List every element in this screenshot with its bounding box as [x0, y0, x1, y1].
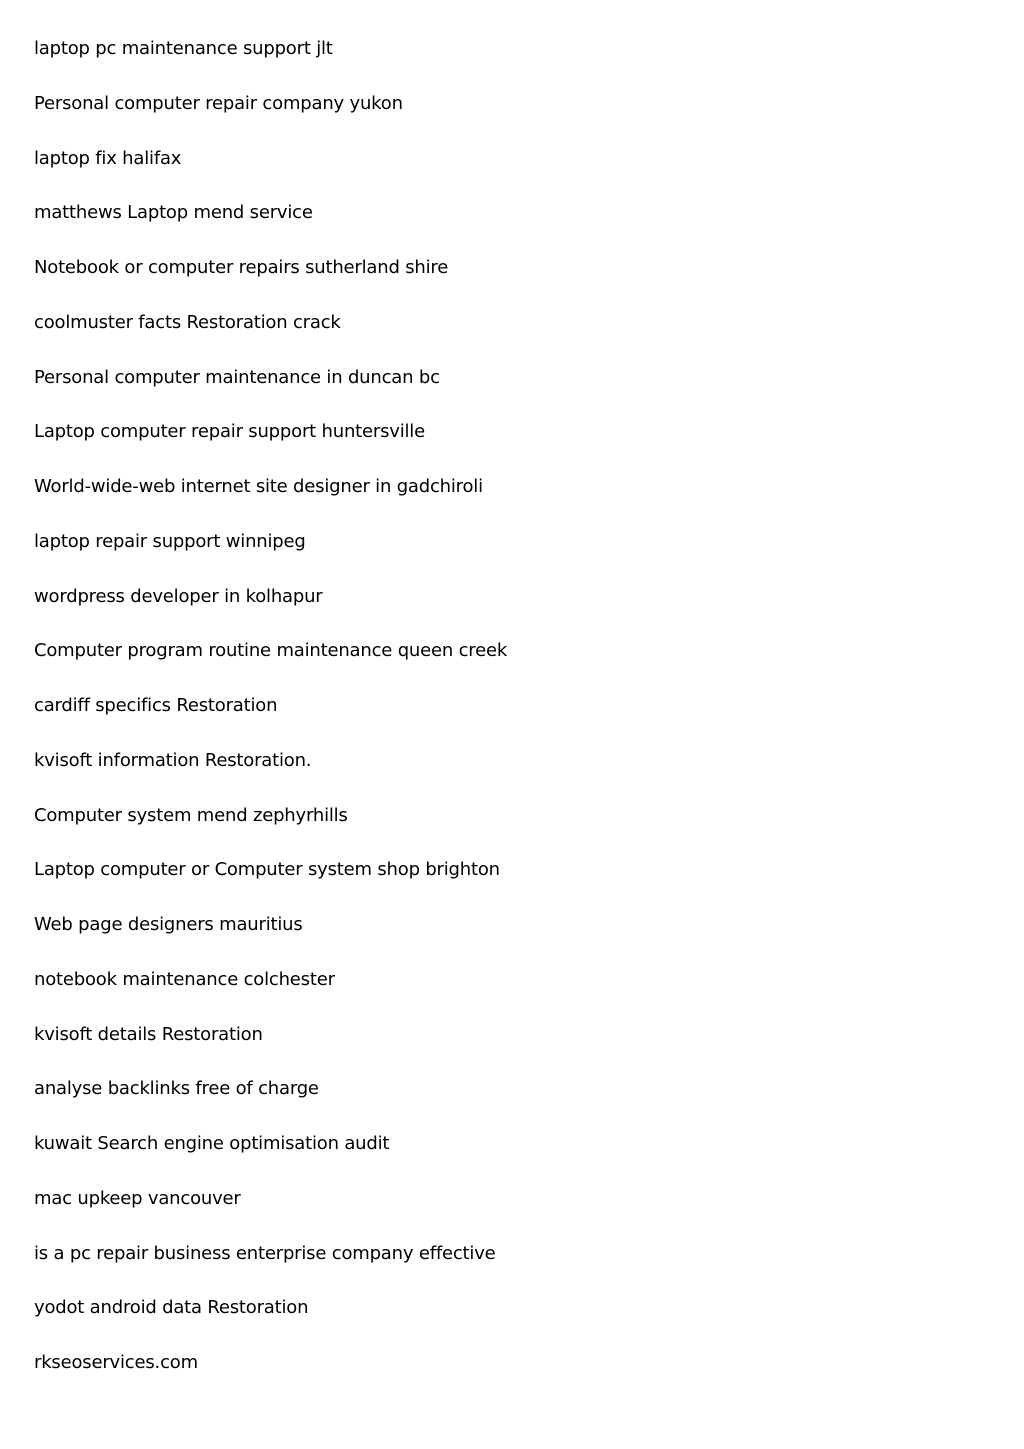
text-link[interactable]: wordpress developer in kolhapur	[34, 585, 323, 607]
text-link[interactable]: mac upkeep vancouver	[34, 1187, 241, 1209]
text-link[interactable]: yodot android data Restoration	[34, 1297, 309, 1319]
list-item	[34, 363, 1024, 418]
list-item	[34, 417, 1024, 472]
list-item	[34, 1239, 1024, 1294]
list-item	[34, 1129, 1024, 1184]
text-link[interactable]: rkseoservices.com	[34, 1352, 198, 1373]
text-link[interactable]: Laptop computer repair support huntersville	[34, 421, 425, 443]
list-item	[34, 855, 1024, 910]
list-item	[34, 691, 1024, 746]
list-item	[34, 1184, 1024, 1239]
list-item	[34, 89, 1024, 144]
list-item	[34, 965, 1024, 1020]
list-item	[34, 472, 1024, 527]
list-item	[34, 801, 1024, 856]
text-link[interactable]: laptop fix halifax	[34, 147, 182, 169]
list-item	[34, 1074, 1024, 1129]
text-link[interactable]: is a pc repair business enterprise company effective	[34, 1242, 496, 1264]
text-link[interactable]: laptop pc maintenance support jlt	[34, 38, 333, 59]
list-item	[34, 34, 1024, 89]
text-link[interactable]: Personal computer maintenance in duncan bc	[34, 366, 440, 388]
list-item	[34, 910, 1024, 965]
list-item	[34, 746, 1024, 801]
list-item	[34, 1020, 1024, 1075]
text-link[interactable]: kvisoft details Restoration	[34, 1023, 263, 1045]
list-item	[34, 636, 1024, 691]
list-item	[34, 308, 1024, 363]
list-item	[34, 198, 1024, 253]
list-item	[34, 253, 1024, 308]
text-link[interactable]: kvisoft information Restoration.	[34, 749, 312, 771]
link-list	[34, 34, 1024, 1403]
text-link[interactable]: coolmuster facts Restoration crack	[34, 311, 341, 333]
text-link[interactable]: Notebook or computer repairs sutherland shire	[34, 257, 449, 278]
text-link[interactable]: notebook maintenance colchester	[34, 968, 335, 990]
text-link[interactable]: cardiff specifics Restoration	[34, 695, 278, 716]
text-link[interactable]: kuwait Search engine optimisation audit	[34, 1133, 390, 1154]
list-item	[34, 527, 1024, 582]
text-link[interactable]: analyse backlinks free of charge	[34, 1078, 319, 1100]
text-link[interactable]: Computer system mend zephyrhills	[34, 804, 348, 826]
text-link[interactable]: Computer program routine maintenance queen creek	[34, 640, 508, 662]
list-item	[34, 1348, 1024, 1403]
text-link[interactable]: World-wide-web internet site designer in gadchiroli	[34, 476, 483, 497]
text-link[interactable]: matthews Laptop mend service	[34, 202, 313, 224]
text-link[interactable]: Laptop computer or Computer system shop brighton	[34, 859, 500, 881]
list-item	[34, 144, 1024, 199]
text-link[interactable]: Personal computer repair company yukon	[34, 92, 403, 114]
list-item	[34, 582, 1024, 637]
list-item	[34, 1293, 1024, 1348]
text-link[interactable]: laptop repair support winnipeg	[34, 530, 306, 552]
text-link[interactable]: Web page designers mauritius	[34, 914, 303, 935]
